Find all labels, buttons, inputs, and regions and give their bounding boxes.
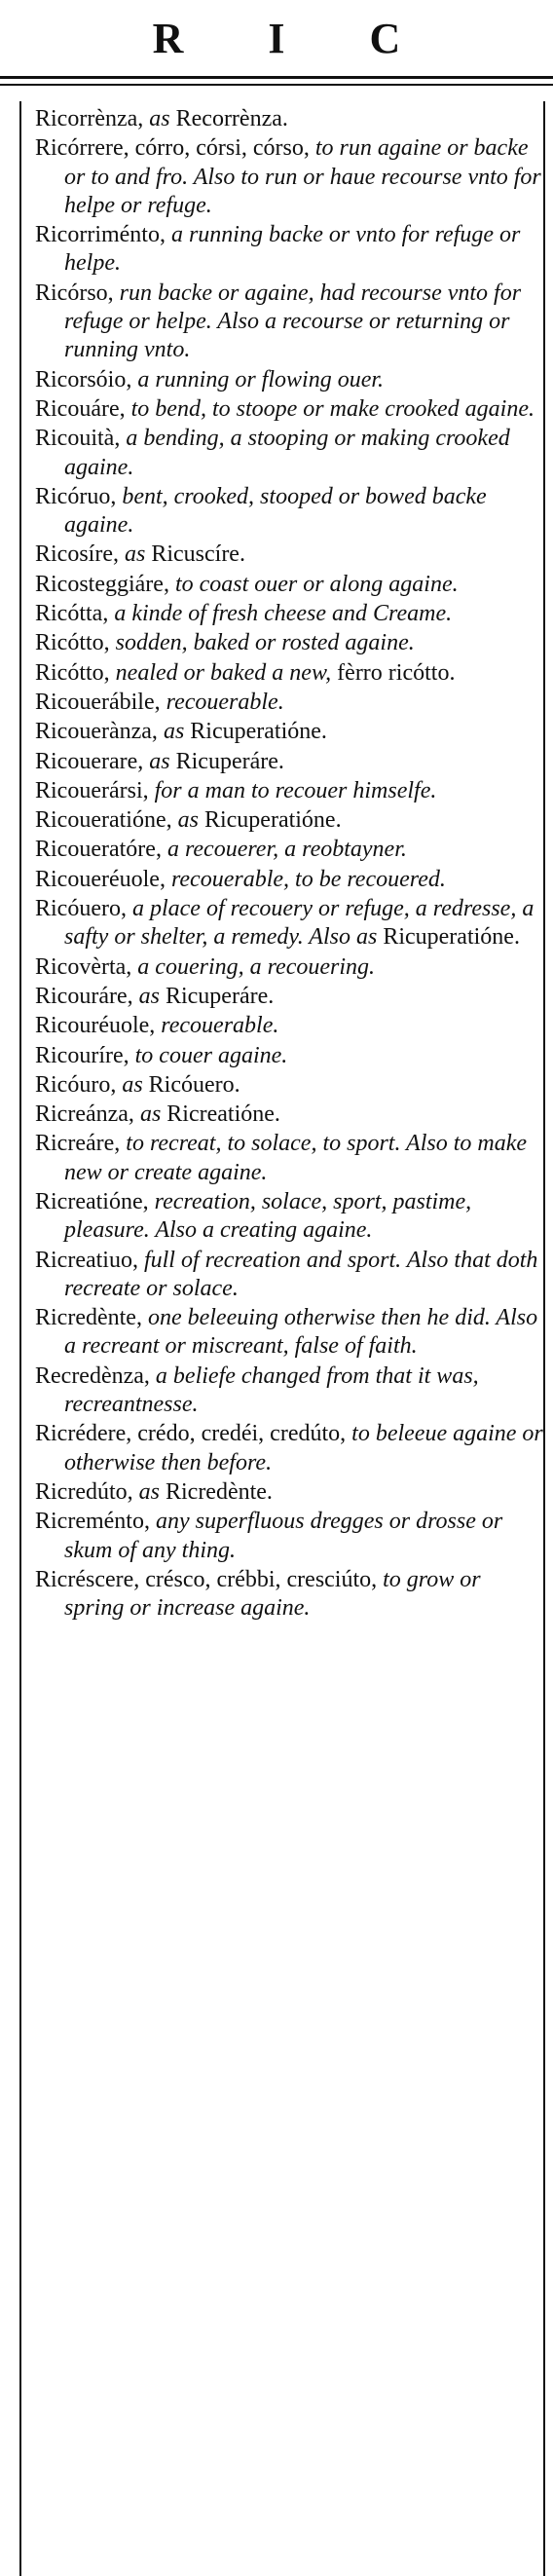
entry-gloss: recreation, solace, sport, pastime, pleasure. Also a creating againe.: [64, 1188, 472, 1244]
entry-cross-reference: Ricuscíre.: [151, 541, 245, 568]
entry-gloss: to coast ouer or along againe.: [168, 571, 459, 597]
dictionary-entry: [35, 836, 543, 864]
dictionary-column: [35, 105, 543, 1624]
entry-headword: Ricótto,: [35, 630, 110, 656]
entry-headword: Ricouerársi,: [35, 777, 149, 803]
entry-headword: Ricouerànza,: [35, 719, 158, 745]
entry-gloss: as: [132, 983, 166, 1009]
entry-headword: Ricosíre,: [35, 541, 119, 568]
dictionary-entry: [35, 806, 543, 835]
dictionary-entry: [35, 600, 543, 628]
entry-cross-reference: fèrro ricótto.: [337, 659, 456, 686]
dictionary-entry: [35, 105, 543, 133]
dictionary-entry: [35, 895, 543, 952]
entry-headword: Ricorsóio,: [35, 366, 132, 392]
dictionary-entry: [35, 571, 543, 599]
entry-gloss: recouerable.: [155, 1013, 279, 1039]
entry-headword: Ricreáre,: [35, 1131, 121, 1157]
entry-gloss: one beleeuing otherwise then he did. Also a recreant or miscreant, false of faith.: [64, 1305, 538, 1360]
entry-headword: Ricreménto,: [35, 1509, 150, 1535]
entry-headword: Recredènza,: [35, 1363, 150, 1389]
entry-headword: Ricoueréuole,: [35, 866, 166, 892]
entry-gloss: a couering, a recouering.: [131, 953, 376, 980]
entry-headword: Ricórrere, córro, córsi, córso,: [35, 135, 310, 162]
dictionary-entry: [35, 1508, 543, 1565]
dictionary-entry: [35, 1478, 543, 1507]
dictionary-entry: [35, 1012, 543, 1040]
entry-gloss: full of recreation and sport. Also that doth recreate or solace.: [64, 1247, 538, 1301]
entry-cross-reference: Ricuperatióne.: [190, 719, 327, 745]
entry-gloss: to recreat, to solace, to sport. Also to make new or create againe.: [64, 1131, 528, 1185]
entry-cross-reference: Ricuperatióne.: [383, 924, 520, 951]
dictionary-entry: [35, 689, 543, 717]
entry-gloss: a kinde of fresh cheese and Creame.: [108, 601, 453, 627]
dictionary-entry: [35, 541, 543, 569]
entry-headword: Ricredènte,: [35, 1305, 142, 1331]
entry-gloss: a running or flowing ouer.: [131, 366, 385, 392]
entry-gloss: a recouerer, a reobtayner.: [161, 837, 407, 863]
entry-headword: Ricrédere, crédo, credéi, credúto,: [35, 1421, 347, 1447]
entry-gloss: a running backe or vnto for refuge or helpe.: [64, 222, 521, 277]
entry-cross-reference: Ricuperáre.: [165, 983, 275, 1009]
entry-gloss: as: [116, 1071, 149, 1098]
dictionary-entry: [35, 366, 543, 394]
dictionary-entry: [35, 1130, 543, 1187]
entry-headword: Ricorriménto,: [35, 222, 166, 248]
header-rule-top: [0, 76, 553, 79]
dictionary-entry: [35, 748, 543, 776]
entry-headword: Ricouréuole,: [35, 1013, 156, 1039]
entry-headword: Ricredúto,: [35, 1478, 133, 1505]
dictionary-entry: [35, 1042, 543, 1070]
entry-gloss: to run againe or backe or to and fro. Also to run or haue recourse vnto for helpe or refuge.: [64, 135, 541, 218]
entry-gloss: as: [132, 1478, 166, 1505]
entry-gloss: as: [171, 807, 204, 834]
dictionary-entry: [35, 866, 543, 894]
entry-cross-reference: Ricuperatióne.: [203, 807, 342, 834]
entry-headword: Ricouerare,: [35, 748, 144, 774]
dictionary-entry: [35, 1420, 543, 1477]
entry-cross-reference: Ricreatióne.: [166, 1101, 280, 1128]
dictionary-entry: [35, 983, 543, 1011]
entry-headword: Ricovèrta,: [35, 953, 132, 980]
dictionary-entry: [35, 718, 543, 746]
entry-gloss: any superfluous dregges or drosse or skum of any thing.: [64, 1509, 503, 1563]
entry-gloss: a beliefe changed from that it was, recreantnesse.: [64, 1363, 479, 1418]
entry-gloss: to bend, to stoope or make crooked againe.: [125, 395, 535, 422]
dictionary-entry: [35, 134, 543, 220]
entry-gloss: nealed or baked a new,: [109, 659, 338, 686]
entry-headword: Ricóruo,: [35, 483, 117, 509]
entry-headword: Ricouríre,: [35, 1042, 129, 1068]
dictionary-entry: [35, 425, 543, 482]
entry-gloss: as: [133, 1101, 167, 1128]
entry-headword: Ricouáre,: [35, 395, 126, 422]
entry-gloss: to couer againe.: [129, 1042, 288, 1068]
dictionary-entry: [35, 483, 543, 541]
dictionary-entry: [35, 659, 543, 688]
entry-gloss: as: [118, 541, 152, 568]
entry-headword: Ricórso,: [35, 280, 114, 306]
dictionary-entry: [35, 395, 543, 424]
entry-gloss: as: [143, 748, 176, 774]
entry-headword: Ricóuro,: [35, 1071, 117, 1098]
entry-gloss: sodden, baked or rosted againe.: [109, 630, 415, 656]
entry-cross-reference: Recorrènza.: [175, 106, 288, 131]
entry-headword: Ricouerábile,: [35, 689, 161, 715]
entry-headword: Ricóuero,: [35, 896, 127, 922]
entry-gloss: as: [143, 106, 176, 131]
dictionary-entry: [35, 953, 543, 982]
entry-cross-reference: Ricuperáre.: [175, 748, 284, 774]
entry-gloss: for a man to recouer himselfe.: [148, 777, 437, 803]
dictionary-entry: [35, 1101, 543, 1129]
entry-cross-reference: Ricredènte.: [165, 1478, 273, 1505]
entry-headword: Ricreánza,: [35, 1101, 134, 1128]
entry-headword: Ricoueratióne,: [35, 807, 172, 834]
entry-headword: Ricreatiuo,: [35, 1247, 138, 1273]
page-header: [0, 0, 553, 93]
entry-headword: Ricótto,: [35, 659, 110, 686]
entry-headword: Ricoueratóre,: [35, 837, 162, 863]
entry-headword: Ricorrènza,: [35, 106, 144, 131]
entry-headword: Ricótta,: [35, 601, 109, 627]
entry-headword: Ricreatióne,: [35, 1188, 149, 1214]
dictionary-entry: [35, 1363, 543, 1420]
entry-cross-reference: Ricóuero.: [148, 1071, 240, 1098]
dictionary-entry: [35, 1071, 543, 1100]
entry-gloss: recouerable, to be recouered.: [165, 866, 446, 892]
entry-gloss: as: [157, 719, 191, 745]
dictionary-entry: [35, 777, 543, 805]
dictionary-entry: [35, 1566, 543, 1624]
dictionary-entry: [35, 1188, 543, 1246]
entry-gloss: bent, crooked, stooped or bowed backe againe.: [64, 483, 487, 539]
dictionary-entry: [35, 221, 543, 279]
entry-headword: Ricosteggiáre,: [35, 571, 169, 597]
entry-gloss: a bending, a stooping or making crooked againe.: [64, 426, 510, 480]
entry-gloss: to beleeue againe or otherwise then before.: [64, 1421, 543, 1475]
page-title: R I C: [152, 15, 438, 62]
entry-gloss: recouerable.: [160, 689, 284, 715]
entry-gloss: a place of recouery or refuge, a redresse, a safty or shelter, a remedy. Also as: [64, 896, 535, 951]
dictionary-entry: [35, 1247, 543, 1304]
entry-headword: Ricouráre,: [35, 983, 133, 1009]
header-rule-bottom: [0, 84, 553, 86]
entry-gloss: run backe or againe, had recourse vnto for refuge or helpe. Also a recourse or returning or running vnto.: [64, 280, 522, 363]
entry-headword: Ricouità,: [35, 426, 121, 452]
dictionary-entry: [35, 280, 543, 365]
dictionary-entry: [35, 1304, 543, 1362]
entry-headword: Ricréscere, crésco, crébbi, cresciúto,: [35, 1566, 378, 1592]
entry-gloss: to grow or spring or increase againe.: [64, 1566, 481, 1622]
dictionary-entry: [35, 629, 543, 657]
